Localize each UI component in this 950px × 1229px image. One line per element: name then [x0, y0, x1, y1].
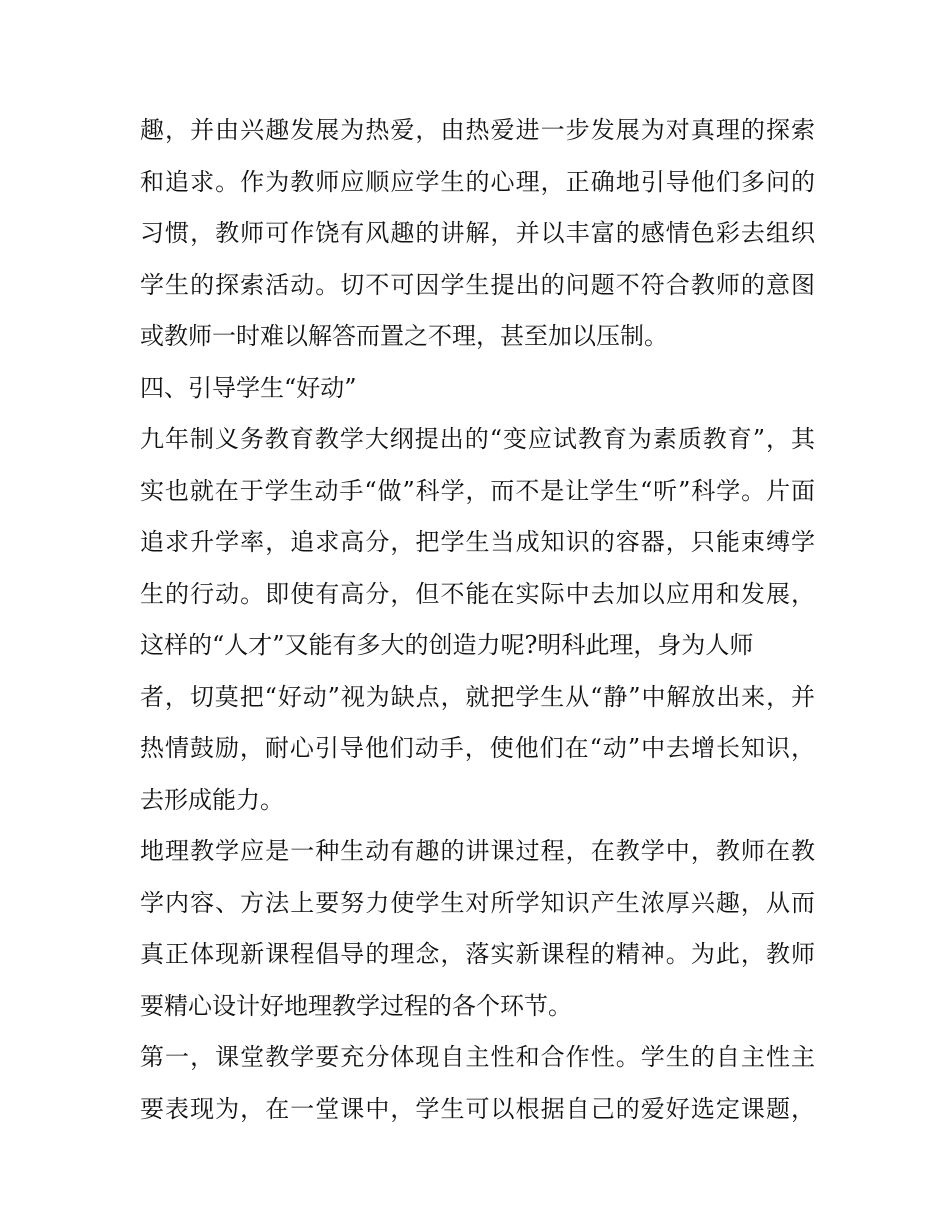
text-line: 学内容、方法上要努力使学生对所学知识产生浓厚兴趣，从而 [140, 888, 815, 917]
text-line: 或教师一时难以解答而置之不理，甚至加以压制。 [140, 322, 668, 350]
text-line: 要精心设计好地理教学过程的各个环节。 [140, 991, 572, 1020]
text-line: 者，切莫把“好动”视为缺点，就把学生从“静”中解放出来，并 [140, 682, 815, 711]
document-body [140, 105, 815, 1135]
text-line: 追求升学率，追求高分，把学生当成知识的容器，只能束缚学 [140, 528, 815, 556]
text-line: 真正体现新课程倡导的理念，落实新课程的精神。为此，教师 [140, 940, 815, 968]
text-line: 实也就在于学生动手“做”科学，而不是让学生“听”科学。片面 [140, 476, 815, 505]
text-line: 第一，课堂教学要充分体现自主性和合作性。学生的自主性主 [140, 1043, 815, 1071]
text-line: 趣，并由兴趣发展为热爱，由热爱进一步发展为对真理的探索 [140, 116, 815, 144]
text-line: 这样的“人才”又能有多大的创造力呢?明科此理，身为人师 [140, 631, 754, 659]
text-line: 学生的探索活动。切不可因学生提出的问题不符合教师的意图 [140, 270, 815, 299]
text-line: 生的行动。即使有高分，但不能在实际中去加以应用和发展， [140, 579, 815, 608]
text-line: 去形成能力。 [140, 785, 284, 814]
text-line: 习惯，教师可作饶有风趣的讲解，并以丰富的感情色彩去组织 [140, 219, 815, 247]
text-line: 热情鼓励，耐心引导他们动手，使他们在“动”中去增长知识， [140, 734, 815, 762]
text-line: 和追求。作为教师应顺应学生的心理，正确地引导他们多问的 [140, 167, 815, 196]
section-heading: 四、引导学生“好动” [140, 373, 357, 402]
text-line: 要表现为，在一堂课中，学生可以根据自己的爱好选定课题， [140, 1094, 815, 1123]
text-line: 九年制义务教育教学大纲提出的“变应试教育为素质教育”，其 [140, 425, 815, 453]
text-line: 地理教学应是一种生动有趣的讲课过程，在教学中，教师在教 [140, 837, 815, 865]
